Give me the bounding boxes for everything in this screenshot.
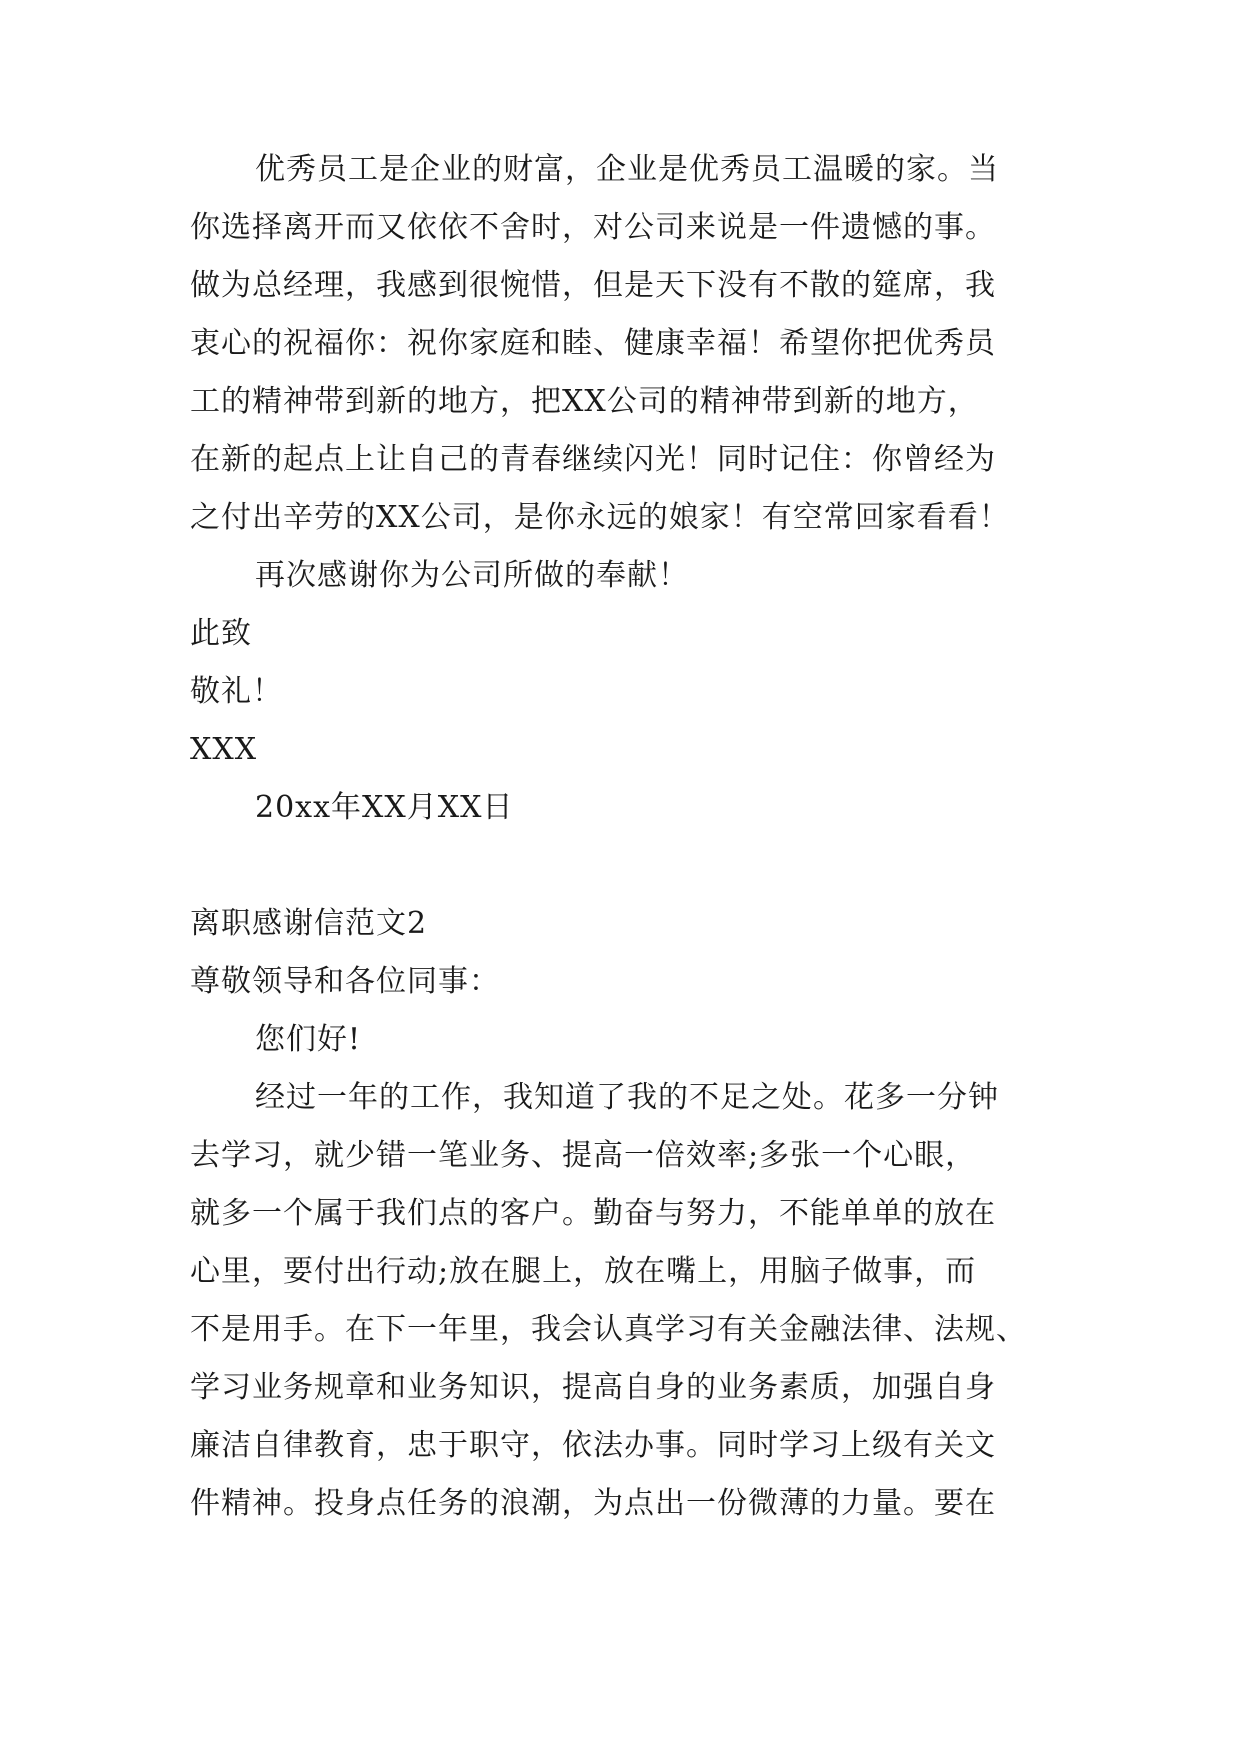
letter2-paragraph-line: 去学习，就少错一笔业务、提高一倍效率;多张一个心眼，	[190, 1138, 977, 1173]
letter2-title: 离职感谢信范文2	[190, 906, 428, 941]
letter1-paragraph-line: 工的精神带到新的地方，把XX公司的精神带到新的地方，	[190, 384, 979, 419]
letter1-regards: 敬礼！	[190, 674, 283, 709]
letter2-paragraph-line: 廉洁自律教育，忠于职守，依法办事。同时学习上级有关文	[190, 1428, 996, 1463]
letter2-paragraph-line: 学习业务规章和业务知识，提高自身的业务素质，加强自身	[190, 1370, 996, 1405]
letter1-date: 20xx年XX月XX日	[255, 790, 514, 825]
letter1-paragraph-line: 衷心的祝福你：祝你家庭和睦、健康幸福！希望你把优秀员	[190, 326, 996, 361]
letter2-paragraph-line: 经过一年的工作，我知道了我的不足之处。花多一分钟	[255, 1080, 999, 1115]
letter1-paragraph-line: 之付出辛劳的XX公司，是你永远的娘家！有空常回家看看！	[190, 500, 1010, 535]
letter1-paragraph-line: 做为总经理，我感到很惋惜，但是天下没有不散的筵席，我	[190, 268, 996, 303]
letter1-closing: 此致	[190, 616, 252, 651]
letter2-paragraph-line: 就多一个属于我们点的客户。勤奋与努力，不能单单的放在	[190, 1196, 996, 1231]
letter2-paragraph-line: 件精神。投身点任务的浪潮，为点出一份微薄的力量。要在	[190, 1486, 996, 1521]
letter1-thanks-line: 再次感谢你为公司所做的奉献！	[255, 558, 689, 593]
letter2-paragraph-line: 不是用手。在下一年里，我会认真学习有关金融法律、法规、	[190, 1312, 1027, 1347]
letter1-paragraph-line: 在新的起点上让自己的青春继续闪光！同时记住：你曾经为	[190, 442, 996, 477]
letter1-signature: XXX	[190, 732, 258, 767]
letter2-greeting: 您们好!	[255, 1022, 362, 1057]
letter1-paragraph-line: 优秀员工是企业的财富，企业是优秀员工温暖的家。当	[255, 152, 999, 187]
letter2-salutation: 尊敬领导和各位同事：	[190, 964, 500, 999]
letter1-paragraph-line: 你选择离开而又依依不舍时，对公司来说是一件遗憾的事。	[190, 210, 996, 245]
letter2-paragraph-line: 心里，要付出行动;放在腿上，放在嘴上，用脑子做事，而	[190, 1254, 977, 1289]
